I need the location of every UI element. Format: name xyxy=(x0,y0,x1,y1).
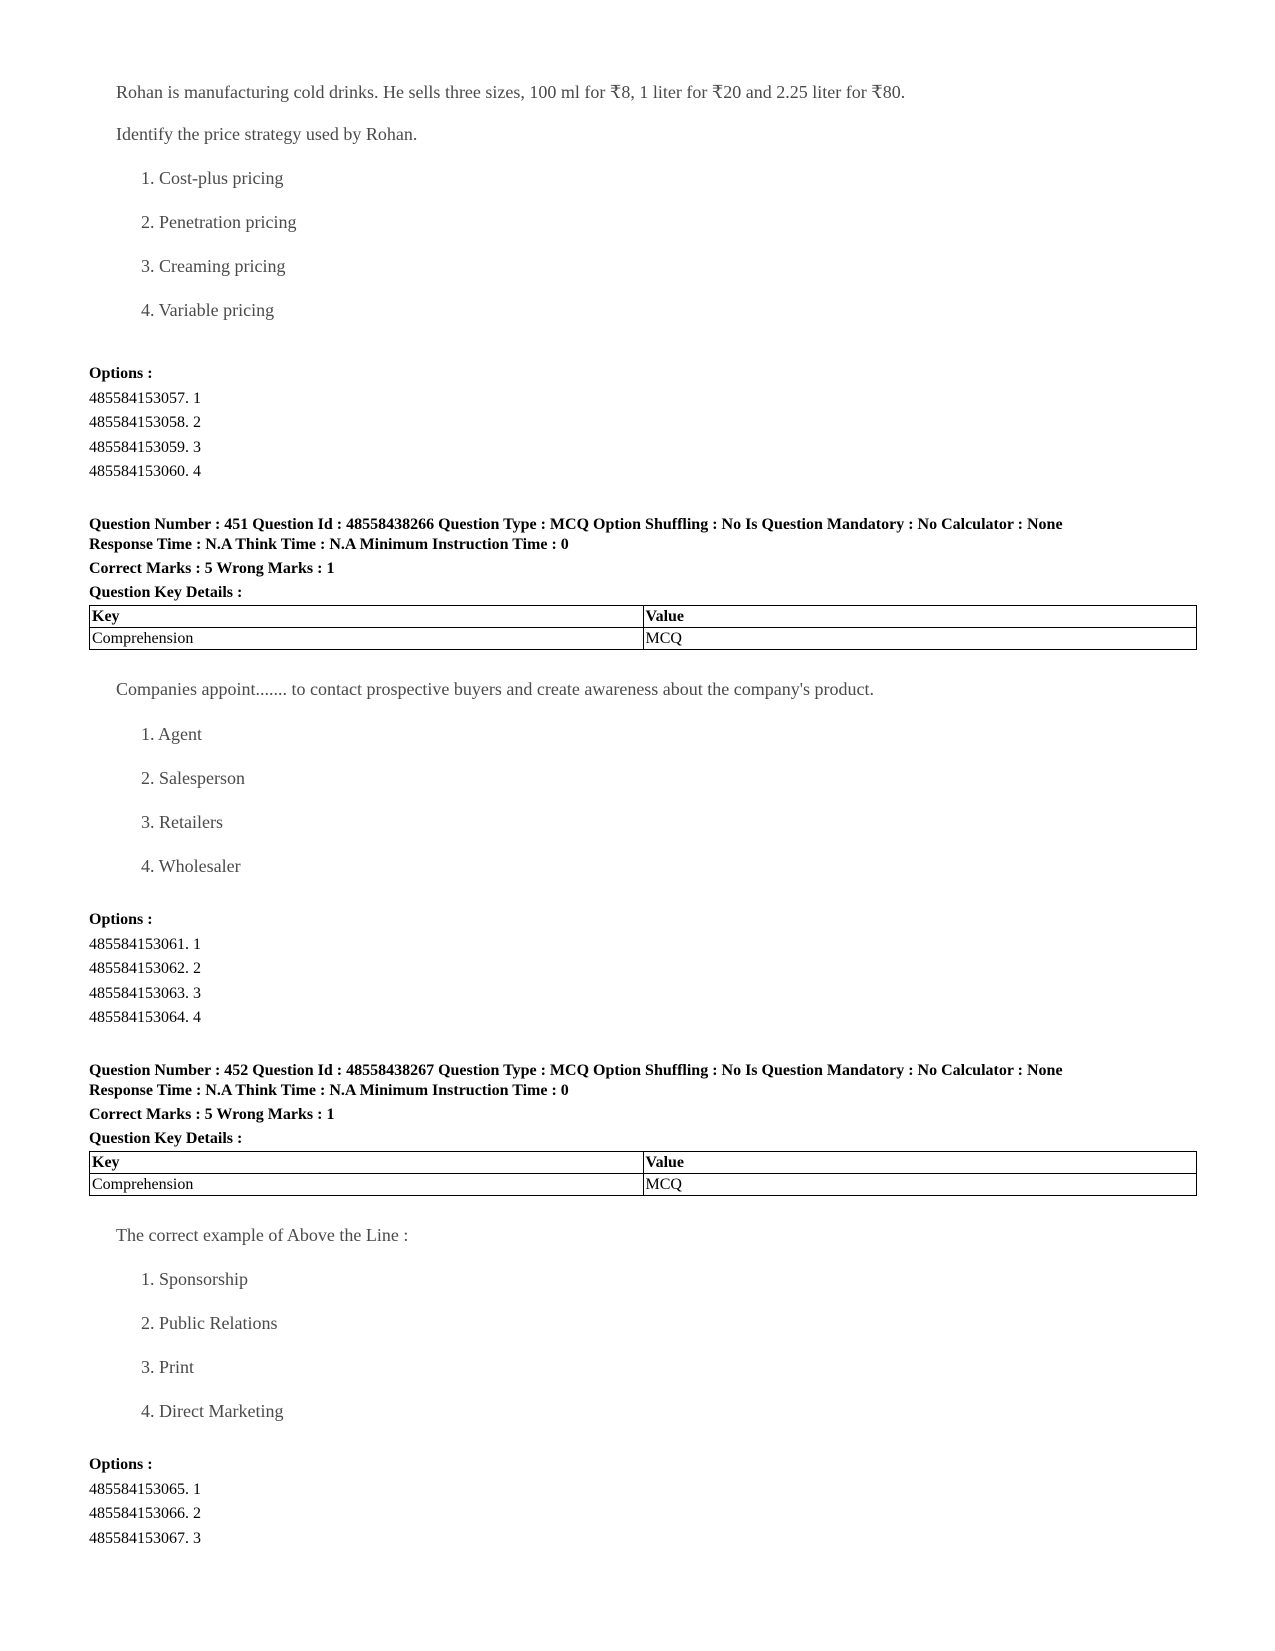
option-item: 485584153067. 3 xyxy=(89,1529,201,1547)
question-meta-line: Response Time : N.A Think Time : N.A Minimum Instruction Time : 0 xyxy=(89,536,569,553)
option-item: 485584153059. 3 xyxy=(89,438,201,456)
table-header-row xyxy=(90,606,1197,628)
marks-line: Correct Marks : 5 Wrong Marks : 1 xyxy=(89,1106,335,1123)
option-item: 485584153058. 2 xyxy=(89,414,201,431)
question-choice: 1. Cost-plus pricing xyxy=(141,168,284,188)
question-choice: 4. Variable pricing xyxy=(141,300,275,320)
table-cell: MCQ xyxy=(643,1174,1197,1196)
table-header-row xyxy=(90,1152,1197,1174)
options-block xyxy=(89,1453,201,1551)
option-item: 485584153066. 2 xyxy=(89,1505,201,1522)
question-stem: Rohan is manufacturing cold drinks. He sells three sizes, 100 ml for ₹8, 1 liter for ₹20 and 2.25 liter for ₹80. xyxy=(116,82,906,102)
question-choice: 2. Salesperson xyxy=(141,768,245,788)
table-header: Value xyxy=(643,606,1197,628)
marks-line: Correct Marks : 5 Wrong Marks : 1 xyxy=(89,560,335,577)
option-item: 485584153064. 4 xyxy=(89,1009,201,1026)
table-row xyxy=(90,1174,1197,1196)
question-key-table xyxy=(89,1151,1197,1196)
options-label: Options : xyxy=(89,365,153,382)
question-choice: 3. Retailers xyxy=(141,812,223,832)
question-choice: 1. Sponsorship xyxy=(141,1269,249,1289)
question-choice: 3. Creaming pricing xyxy=(141,256,286,276)
options-label: Options : xyxy=(89,1456,153,1473)
question-stem: The correct example of Above the Line : xyxy=(116,1225,409,1245)
question-choice: 3. Print xyxy=(141,1357,195,1377)
question-key-table xyxy=(89,605,1197,650)
option-item: 485584153062. 2 xyxy=(89,960,201,977)
table-header: Value xyxy=(643,1152,1197,1174)
table-cell: Comprehension xyxy=(90,1174,644,1196)
table-header: Key xyxy=(90,1152,644,1174)
question-choice: 2. Public Relations xyxy=(141,1313,278,1333)
option-item: 485584153063. 3 xyxy=(89,984,201,1002)
question-choice: 2. Penetration pricing xyxy=(141,212,297,232)
table-cell: MCQ xyxy=(643,628,1197,650)
question-stem: Identify the price strategy used by Rohan. xyxy=(116,124,418,144)
options-block xyxy=(89,362,201,485)
option-item: 485584153060. 4 xyxy=(89,463,201,480)
question-meta-line: Question Number : 451 Question Id : 48558438266 Question Type : MCQ Option Shuffling : No Is Question Mandatory : No Calculator : None xyxy=(89,516,1063,533)
key-details-label: Question Key Details : xyxy=(89,584,243,601)
question-stem: Companies appoint....... to contact prospective buyers and create awareness about the company's product. xyxy=(116,679,875,699)
table-header: Key xyxy=(90,606,644,628)
question-choice: 4. Direct Marketing xyxy=(141,1401,284,1421)
table-row xyxy=(90,628,1197,650)
question-choice: 1. Agent xyxy=(141,724,202,744)
options-block xyxy=(89,908,201,1031)
question-meta-line: Response Time : N.A Think Time : N.A Minimum Instruction Time : 0 xyxy=(89,1082,569,1099)
options-label: Options : xyxy=(89,911,153,928)
key-details-label: Question Key Details : xyxy=(89,1130,243,1147)
table-cell: Comprehension xyxy=(90,628,644,650)
question-choice: 4. Wholesaler xyxy=(141,856,241,876)
option-item: 485584153061. 1 xyxy=(89,935,201,953)
option-item: 485584153057. 1 xyxy=(89,389,201,407)
question-meta-line: Question Number : 452 Question Id : 48558438267 Question Type : MCQ Option Shuffling : No Is Question Mandatory : No Calculator : None xyxy=(89,1062,1063,1079)
option-item: 485584153065. 1 xyxy=(89,1480,201,1498)
